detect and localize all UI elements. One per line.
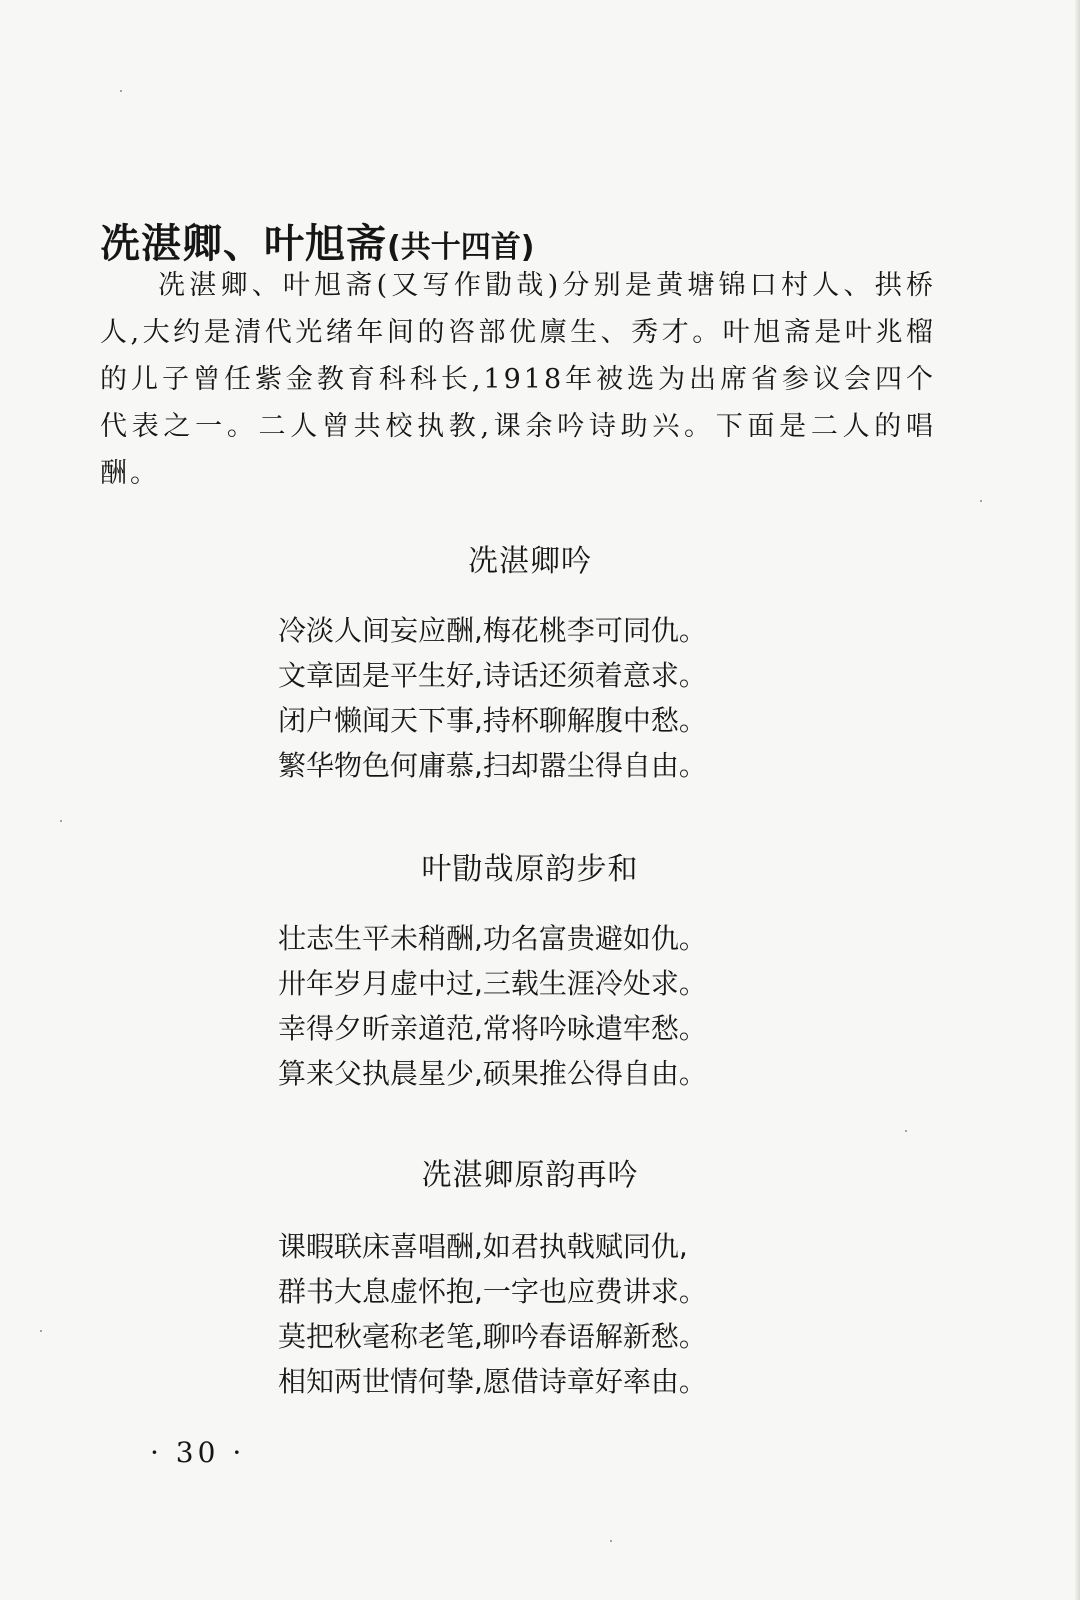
paper-speck bbox=[120, 90, 122, 92]
page-number: · 30 · bbox=[150, 1436, 246, 1469]
poem-3-body bbox=[278, 1224, 707, 1404]
poem-line: 幸得夕昕亲道范,常将吟咏遣牢愁。 bbox=[278, 1012, 707, 1045]
poem-1-body bbox=[278, 608, 707, 788]
poem-line: 文章固是平生好,诗话还须着意求。 bbox=[278, 659, 707, 692]
paper-speck bbox=[610, 1540, 612, 1542]
poem-1-title: 冼湛卿吟 bbox=[468, 544, 592, 579]
poem-line: 冷淡人间妄应酬,梅花桃李可同仇。 bbox=[278, 614, 707, 647]
poem-line: 课暇联床喜唱酬,如君执戟赋同仇, bbox=[278, 1230, 688, 1263]
paper-speck bbox=[60, 820, 62, 822]
poem-line: 群书大息虚怀抱,一字也应费讲求。 bbox=[278, 1275, 707, 1308]
paper-speck bbox=[40, 1330, 42, 1332]
page-edge-shadow bbox=[1074, 0, 1080, 1600]
poem-line: 算来父执晨星少,硕果推公得自由。 bbox=[278, 1057, 707, 1090]
intro-paragraph: 冼湛卿、叶旭斋(又写作勖哉)分别是黄塘锦口村人、拱桥人,大约是清代光绪年间的咨部优廪生、秀才。叶旭斋是叶兆榴的儿子曾任紫金教育科科长,1918年被选为出席省参议会四个代表之一。二人曾共校执教,课余吟诗助兴。下面是二人的唱酬。 bbox=[100, 270, 936, 489]
poem-3-title: 冼湛卿原韵再吟 bbox=[421, 1158, 639, 1193]
poem-2-title: 叶勖哉原韵步和 bbox=[421, 852, 639, 887]
poem-line: 繁华物色何庸慕,扫却嚣尘得自由。 bbox=[278, 749, 707, 782]
poem-2-body bbox=[278, 916, 707, 1096]
poem-line: 卅年岁月虚中过,三载生涯冷处求。 bbox=[278, 967, 707, 1000]
heading-count: (共十四首) bbox=[387, 230, 535, 265]
paper-speck bbox=[980, 500, 982, 502]
poem-line: 相知两世情何挚,愿借诗章好率由。 bbox=[278, 1365, 707, 1398]
poem-line: 壮志生平未稍酬,功名富贵避如仇。 bbox=[278, 922, 707, 955]
poem-line: 闭户懒闻天下事,持杯聊解腹中愁。 bbox=[278, 704, 707, 737]
section-heading bbox=[100, 212, 534, 269]
heading-title: 冼湛卿、叶旭斋 bbox=[100, 221, 387, 267]
poem-line: 莫把秋毫称老笔,聊吟春语解新愁。 bbox=[278, 1320, 707, 1353]
paper-speck bbox=[905, 1130, 907, 1132]
